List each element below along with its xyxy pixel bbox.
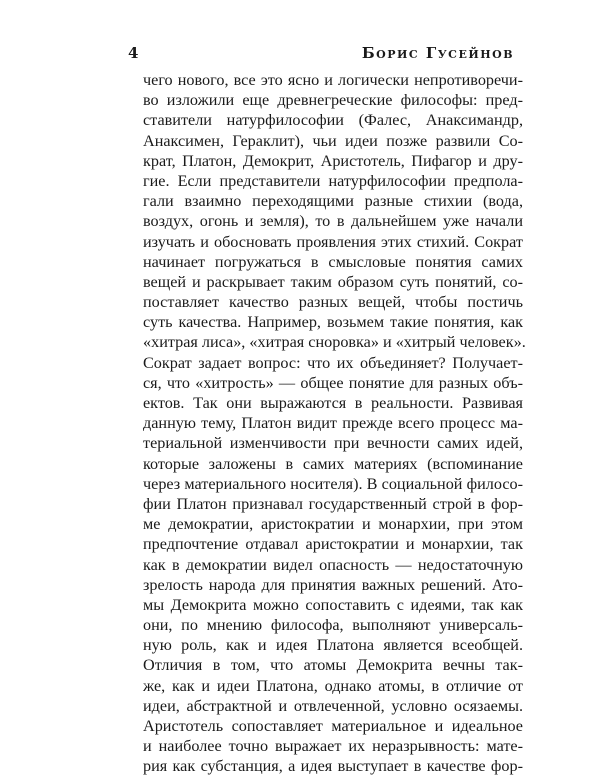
text-line: начинает погружаться в смысловые понятия самих bbox=[143, 252, 523, 271]
text-line: рия как субстанция, а идея выступает в качестве фор- bbox=[143, 757, 523, 776]
text-line: и наиболее точно выражает их неразрывность: мате- bbox=[143, 737, 523, 756]
text-line: суть качества. Например, возьмем такие понятия, как bbox=[143, 313, 523, 332]
text-line: гие. Если представители натурфилософии предпола- bbox=[143, 171, 523, 190]
text-line: предпочтение отдавал аристократии и монархии, так bbox=[143, 535, 523, 554]
text-line: мы Демокрита можно сопоставить с идеями, так как bbox=[143, 595, 523, 614]
text-line: ставители натурфилософии (Фалес, Анаксимандр, bbox=[143, 111, 523, 130]
text-line: которые заложены в самих материях (вспоминание bbox=[143, 454, 523, 473]
text-line: как в демократии видел опасность — недостаточную bbox=[143, 555, 523, 574]
text-line: поставляет качество разных вещей, чтобы постичь bbox=[143, 293, 523, 312]
text-line: ме демократии, аристократии и монархии, при этом bbox=[143, 515, 523, 534]
text-line: ся, что «хитрость» — общее понятие для разных объ- bbox=[143, 373, 523, 392]
text-line: чего нового, все это ясно и логически непротиворечи- bbox=[143, 71, 523, 89]
text-line: Отличия в том, что атомы Демокрита вечны так- bbox=[143, 656, 523, 675]
page-number: 4 bbox=[128, 44, 140, 62]
text-line: зрелость народа для принятия важных решений. Ато- bbox=[143, 575, 523, 594]
text-line: Анаксимен, Гераклит), чьи идеи позже развили Со- bbox=[143, 131, 523, 150]
text-line: ную роль, как и идея Платона является всеобщей. bbox=[143, 636, 523, 655]
body-text bbox=[143, 70, 526, 777]
text-line: вещей и раскрывает таким образом суть понятий, со- bbox=[143, 272, 523, 291]
text-line: изучать и обосновать проявления этих стихий. Сократ bbox=[143, 232, 523, 251]
text-line: идеи, абстрактной и отвлеченной, условно осязаемы. bbox=[143, 696, 523, 715]
text-line: данную тему, Платон видит прежде всего процесс ма- bbox=[143, 414, 523, 433]
text-line: фии Платон признавал государственный строй в фор- bbox=[143, 494, 523, 513]
text-line: же, как и идеи Платона, однако атомы, в отличие от bbox=[143, 676, 523, 695]
text-line: через материального носителя). В социальной филосо- bbox=[143, 474, 523, 493]
text-line: териальной изменчивости при вечности самих идей, bbox=[143, 434, 523, 453]
text-line: Аристотель сопоставляет материальное и идеальное bbox=[143, 717, 523, 735]
text-line: «хитрая лиса», «хитрая сноровка» и «хитрый человек». bbox=[143, 333, 526, 352]
text-line: крат, Платон, Демокрит, Аристотель, Пифагор и дру- bbox=[143, 151, 523, 170]
text-line: они, по мнению философа, выполняют универсаль- bbox=[143, 616, 523, 635]
text-line: во изложили еще древнегреческие философы: пред- bbox=[143, 91, 523, 110]
text-line: ектов. Так они выражаются в реальности. Развивая bbox=[143, 394, 523, 412]
text-line: гали взаимно переходящими разные стихии (вода, bbox=[143, 192, 523, 211]
running-head bbox=[128, 44, 514, 66]
running-title: Борис Гусейнов bbox=[361, 44, 514, 62]
text-line: воздух, огонь и земля), то в дальнейшем уже начали bbox=[143, 212, 523, 231]
text-line: Сократ задает вопрос: что их объединяет? Получает- bbox=[143, 353, 523, 372]
